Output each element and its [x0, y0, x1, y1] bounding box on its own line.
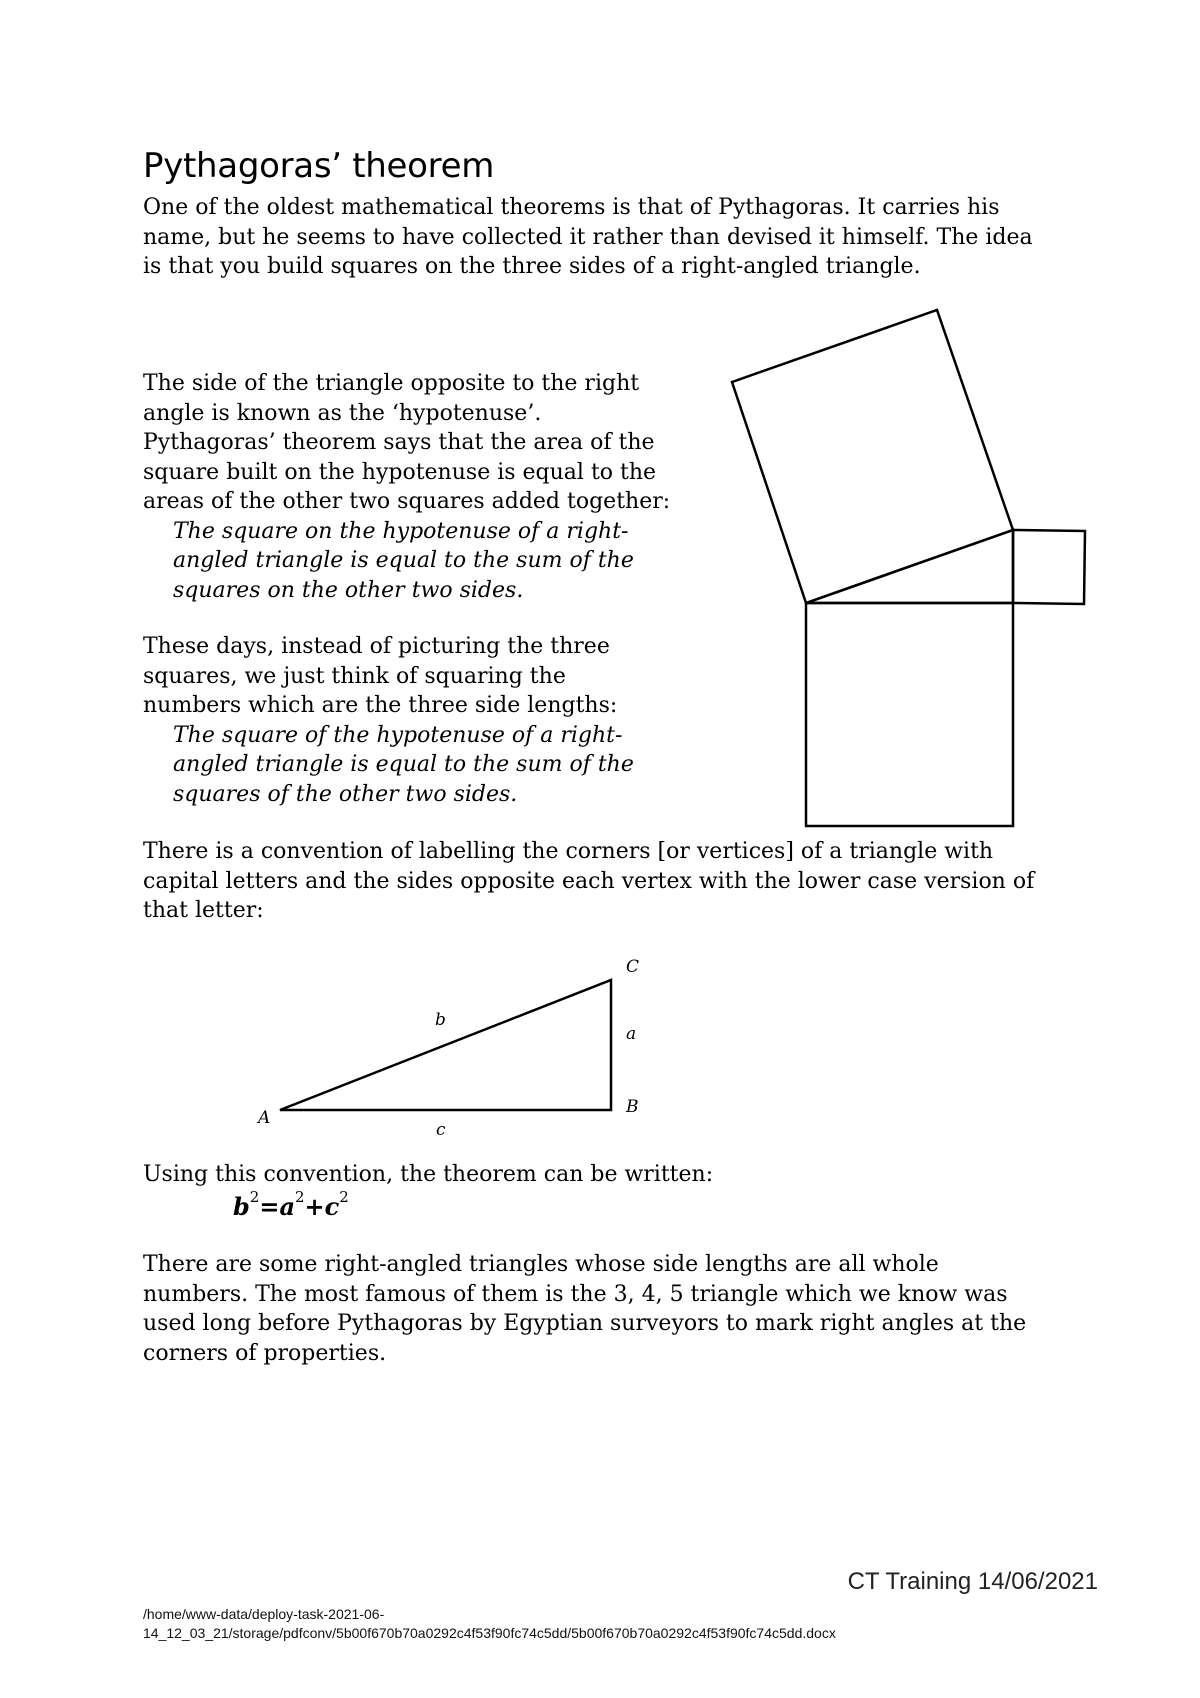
- pythagoras-formula: [233, 1188, 349, 1221]
- text-line: that letter:: [143, 898, 264, 923]
- text-line: capital letters and the sides opposite each vertex with the lower case version of: [143, 868, 1035, 894]
- small-square: [1013, 530, 1085, 604]
- side-label-b: b: [435, 1010, 446, 1030]
- path-line: /home/www-data/deploy-task-2021-06-: [143, 1606, 385, 1622]
- labelled-triangle: [280, 980, 611, 1110]
- formula-b: b: [233, 1192, 250, 1221]
- final-paragraph: [143, 1250, 1026, 1368]
- text-line: These days, instead of picturing the three: [143, 634, 610, 659]
- footer-training-date: CT Training 14/06/2021: [847, 1568, 1098, 1595]
- path-line: 14_12_03_21/storage/pdfconv/5b00f670b70a0292c4f53f90fc74c5dd/5b00f670b70a0292c4f53f90fc74c5dd.docx: [143, 1625, 836, 1641]
- quote-line: squares on the other two sides.: [173, 577, 524, 603]
- text-line: is that you build squares on the three sides of a right-angled triangle.: [143, 254, 921, 279]
- text-line: One of the oldest mathematical theorems is that of Pythagoras. It carries his: [143, 195, 1000, 220]
- text-line: areas of the other two squares added together:: [143, 489, 671, 514]
- text-line: name, but he seems to have collected it rather than devised it himself. The idea: [143, 224, 1033, 250]
- text-line: square built on the hypotenuse is equal to the: [143, 459, 657, 485]
- quote-line: The square on the hypotenuse of a right-: [173, 518, 629, 544]
- formula-equals: =: [259, 1192, 280, 1221]
- text-line: numbers. The most famous of them is the 3, 4, 5 triangle which we know was: [143, 1281, 1008, 1307]
- text-line: corners of properties.: [143, 1340, 387, 1366]
- text-line: angle is known as the ‘hypotenuse’.: [143, 400, 542, 426]
- vertex-label-c: C: [626, 957, 640, 977]
- labelled-triangle-figure: [256, 957, 639, 1140]
- formula-c: c: [324, 1192, 340, 1221]
- large-square: [806, 603, 1013, 826]
- text-line: Using this convention, the theorem can be written:: [143, 1162, 714, 1187]
- quote-line: The square of the hypotenuse of a right-: [173, 722, 623, 748]
- formula-exp: 2: [339, 1188, 349, 1206]
- text-line: There is a convention of labelling the corners [or vertices] of a triangle with: [143, 839, 994, 864]
- text-line: squares, we just think of squaring the: [143, 663, 566, 689]
- using-convention-text: [143, 1160, 713, 1190]
- text-line: Pythagoras’ theorem says that the area of the: [143, 430, 655, 455]
- side-label-c: c: [436, 1120, 446, 1140]
- vertex-label-a: A: [258, 1108, 271, 1128]
- vertex-label-b: B: [626, 1097, 639, 1117]
- formula-a: a: [279, 1192, 295, 1221]
- footer-file-path: [143, 1605, 836, 1643]
- quote-line: angled triangle is equal to the sum of the: [173, 548, 634, 573]
- text-line: There are some right-angled triangles whose side lengths are all whole: [143, 1252, 939, 1277]
- text-line: The side of the triangle opposite to the right: [143, 371, 640, 396]
- hypotenuse-square: [732, 310, 1013, 603]
- pythagoras-squares-figure: [732, 310, 1085, 826]
- formula-exp: 2: [249, 1188, 260, 1206]
- quote-line: squares of the other two sides.: [173, 781, 518, 807]
- page-title: Pythagoras’ theorem: [143, 146, 495, 186]
- text-line: used long before Pythagoras by Egyptian surveyors to mark right angles at the: [143, 1311, 1027, 1336]
- text-line: numbers which are the three side lengths:: [143, 693, 618, 718]
- side-label-a: a: [626, 1024, 637, 1044]
- quote-line: angled triangle is equal to the sum of the: [173, 752, 634, 777]
- formula-plus: +: [304, 1192, 325, 1221]
- formula-exp: 2: [295, 1188, 305, 1206]
- right-triangle: [806, 530, 1013, 603]
